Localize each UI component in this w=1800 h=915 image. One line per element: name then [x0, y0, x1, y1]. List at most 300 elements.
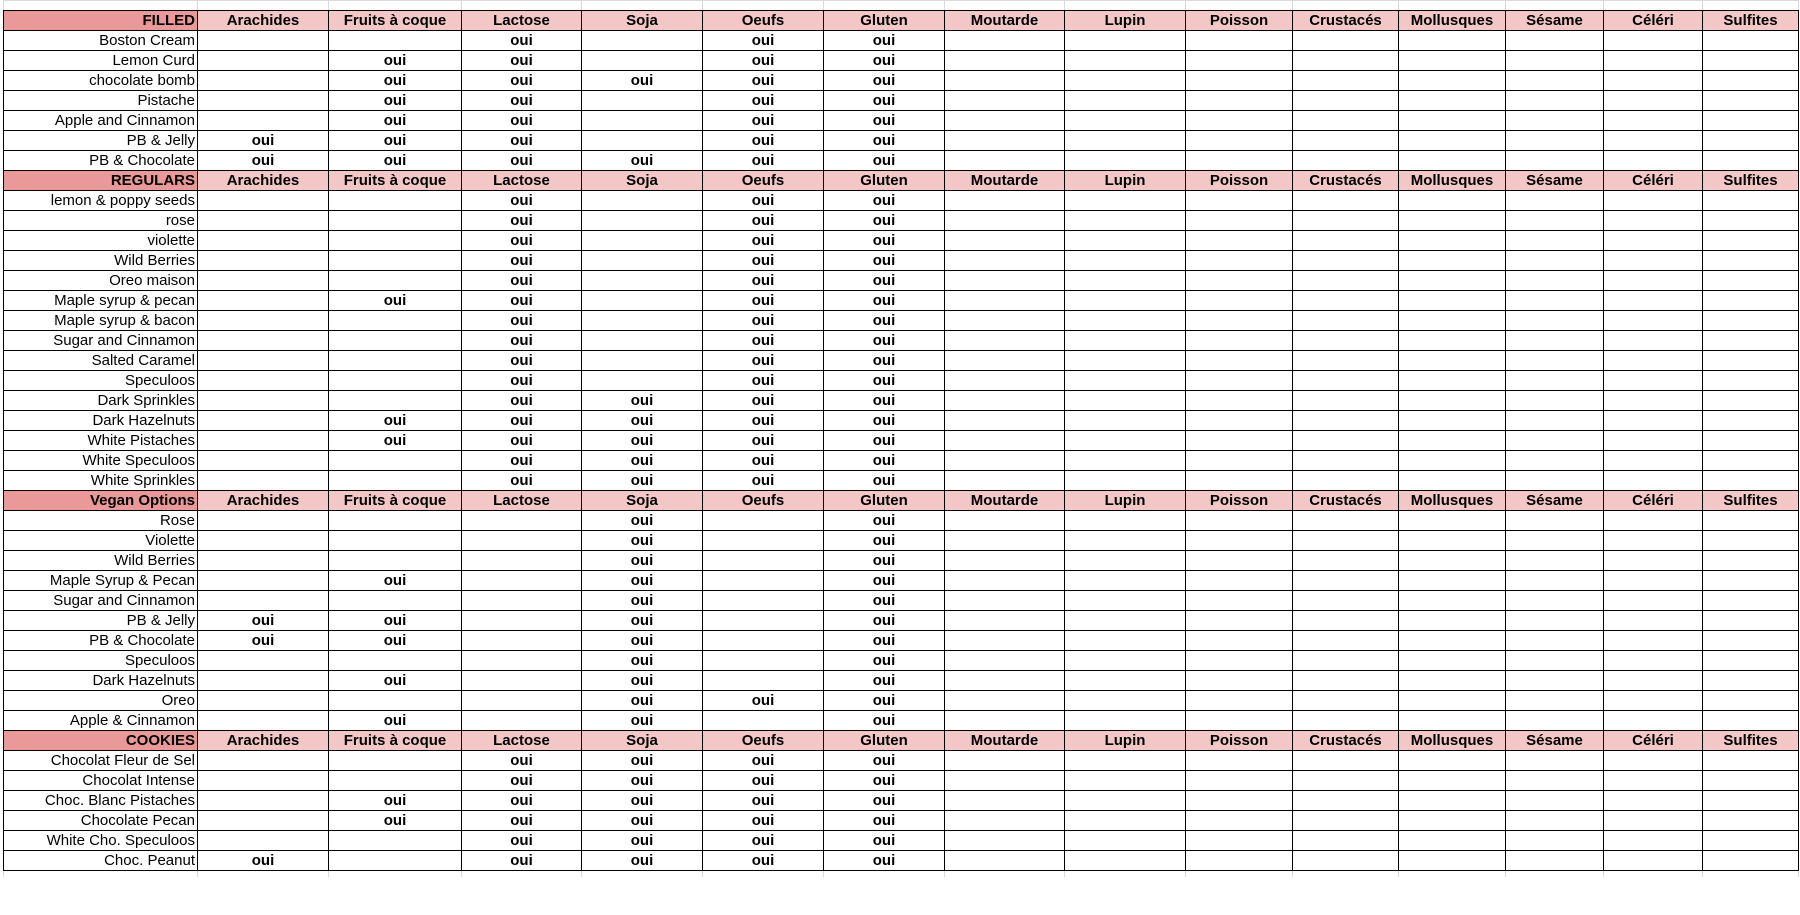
allergen-cell[interactable] — [1065, 51, 1186, 71]
allergen-cell[interactable] — [1604, 611, 1703, 631]
allergen-cell[interactable] — [1604, 591, 1703, 611]
allergen-cell[interactable] — [1604, 331, 1703, 351]
allergen-cell[interactable] — [1293, 331, 1399, 351]
product-name-cell[interactable]: White Sprinkles — [4, 471, 198, 491]
column-header[interactable]: Oeufs — [703, 171, 824, 191]
allergen-cell[interactable] — [329, 691, 462, 711]
allergen-cell[interactable] — [1604, 671, 1703, 691]
allergen-cell[interactable] — [1506, 811, 1604, 831]
allergen-cell[interactable]: oui — [703, 691, 824, 711]
allergen-cell[interactable]: oui — [703, 91, 824, 111]
allergen-cell[interactable] — [1703, 691, 1799, 711]
allergen-cell[interactable]: oui — [703, 311, 824, 331]
allergen-cell[interactable]: oui — [462, 811, 582, 831]
allergen-cell[interactable]: oui — [198, 611, 329, 631]
allergen-cell[interactable]: oui — [329, 631, 462, 651]
column-header[interactable]: Sulfites — [1703, 491, 1799, 511]
allergen-cell[interactable] — [1186, 71, 1293, 91]
allergen-cell[interactable] — [329, 311, 462, 331]
allergen-cell[interactable]: oui — [329, 51, 462, 71]
allergen-cell[interactable] — [1186, 191, 1293, 211]
column-header[interactable]: Mollusques — [1399, 171, 1506, 191]
allergen-cell[interactable] — [462, 691, 582, 711]
product-name-cell[interactable]: Dark Sprinkles — [4, 391, 198, 411]
column-header[interactable]: Fruits à coque — [329, 731, 462, 751]
allergen-cell[interactable] — [1604, 91, 1703, 111]
allergen-cell[interactable]: oui — [462, 311, 582, 331]
allergen-cell[interactable]: oui — [462, 351, 582, 371]
allergen-cell[interactable] — [945, 571, 1065, 591]
allergen-cell[interactable] — [1065, 451, 1186, 471]
allergen-cell[interactable]: oui — [703, 791, 824, 811]
allergen-cell[interactable] — [1399, 331, 1506, 351]
allergen-cell[interactable] — [1186, 611, 1293, 631]
allergen-cell[interactable] — [1399, 671, 1506, 691]
allergen-cell[interactable] — [1604, 631, 1703, 651]
allergen-cell[interactable] — [1703, 271, 1799, 291]
allergen-cell[interactable] — [1065, 251, 1186, 271]
allergen-cell[interactable] — [945, 331, 1065, 351]
allergen-cell[interactable] — [703, 531, 824, 551]
allergen-cell[interactable]: oui — [582, 411, 703, 431]
allergen-cell[interactable]: oui — [462, 111, 582, 131]
allergen-cell[interactable]: oui — [824, 691, 945, 711]
allergen-cell[interactable] — [703, 711, 824, 731]
column-header[interactable]: Lupin — [1065, 11, 1186, 31]
product-name-cell[interactable]: Maple Syrup & Pecan — [4, 571, 198, 591]
allergen-cell[interactable] — [703, 651, 824, 671]
allergen-cell[interactable]: oui — [824, 391, 945, 411]
allergen-cell[interactable] — [1293, 711, 1399, 731]
allergen-cell[interactable]: oui — [824, 791, 945, 811]
allergen-cell[interactable] — [1186, 351, 1293, 371]
allergen-cell[interactable] — [1703, 591, 1799, 611]
product-name-cell[interactable]: Pistache — [4, 91, 198, 111]
cell[interactable] — [703, 871, 824, 877]
allergen-cell[interactable]: oui — [703, 771, 824, 791]
allergen-cell[interactable] — [198, 591, 329, 611]
allergen-cell[interactable] — [945, 31, 1065, 51]
allergen-cell[interactable] — [1703, 631, 1799, 651]
allergen-cell[interactable] — [329, 751, 462, 771]
allergen-cell[interactable] — [329, 511, 462, 531]
allergen-cell[interactable] — [1604, 771, 1703, 791]
column-header[interactable]: Lactose — [462, 491, 582, 511]
allergen-cell[interactable] — [1604, 551, 1703, 571]
allergen-cell[interactable]: oui — [703, 111, 824, 131]
allergen-cell[interactable] — [1065, 851, 1186, 871]
allergen-cell[interactable] — [1506, 611, 1604, 631]
allergen-cell[interactable] — [1399, 391, 1506, 411]
column-header[interactable]: Mollusques — [1399, 731, 1506, 751]
allergen-cell[interactable] — [1703, 231, 1799, 251]
allergen-cell[interactable] — [1293, 791, 1399, 811]
allergen-cell[interactable] — [1186, 791, 1293, 811]
allergen-cell[interactable] — [198, 51, 329, 71]
allergen-cell[interactable]: oui — [824, 411, 945, 431]
allergen-cell[interactable] — [198, 811, 329, 831]
allergen-cell[interactable] — [1065, 431, 1186, 451]
allergen-cell[interactable] — [1399, 51, 1506, 71]
allergen-cell[interactable] — [1065, 611, 1186, 631]
allergen-cell[interactable]: oui — [582, 831, 703, 851]
allergen-cell[interactable] — [1604, 811, 1703, 831]
allergen-cell[interactable] — [1703, 251, 1799, 271]
allergen-cell[interactable] — [329, 651, 462, 671]
product-name-cell[interactable]: Oreo — [4, 691, 198, 711]
product-name-cell[interactable]: rose — [4, 211, 198, 231]
column-header[interactable]: Fruits à coque — [329, 491, 462, 511]
allergen-cell[interactable] — [1186, 411, 1293, 431]
allergen-cell[interactable] — [1065, 211, 1186, 231]
allergen-cell[interactable] — [1065, 631, 1186, 651]
column-header[interactable]: Crustacés — [1293, 171, 1399, 191]
allergen-cell[interactable] — [703, 611, 824, 631]
product-name-cell[interactable]: Chocolat Intense — [4, 771, 198, 791]
allergen-cell[interactable]: oui — [824, 851, 945, 871]
allergen-cell[interactable] — [1186, 651, 1293, 671]
allergen-cell[interactable]: oui — [824, 431, 945, 451]
allergen-cell[interactable] — [329, 211, 462, 231]
allergen-cell[interactable] — [1506, 751, 1604, 771]
column-header[interactable]: Lupin — [1065, 171, 1186, 191]
column-header[interactable]: Soja — [582, 491, 703, 511]
allergen-cell[interactable] — [1186, 571, 1293, 591]
allergen-cell[interactable] — [1293, 511, 1399, 531]
column-header[interactable]: Gluten — [824, 11, 945, 31]
allergen-cell[interactable] — [1506, 191, 1604, 211]
allergen-cell[interactable] — [1703, 851, 1799, 871]
allergen-cell[interactable] — [1399, 451, 1506, 471]
allergen-cell[interactable] — [1703, 791, 1799, 811]
cell[interactable] — [198, 871, 329, 877]
allergen-cell[interactable] — [329, 391, 462, 411]
column-header[interactable]: Sésame — [1506, 171, 1604, 191]
allergen-cell[interactable] — [945, 111, 1065, 131]
column-header[interactable]: Moutarde — [945, 171, 1065, 191]
allergen-cell[interactable]: oui — [329, 111, 462, 131]
allergen-cell[interactable] — [1399, 531, 1506, 551]
allergen-cell[interactable]: oui — [824, 831, 945, 851]
cell[interactable] — [1506, 1, 1604, 11]
allergen-cell[interactable]: oui — [824, 651, 945, 671]
allergen-cell[interactable]: oui — [462, 771, 582, 791]
allergen-cell[interactable]: oui — [703, 71, 824, 91]
allergen-cell[interactable] — [1604, 31, 1703, 51]
allergen-cell[interactable] — [1399, 591, 1506, 611]
cell[interactable] — [1703, 871, 1799, 877]
allergen-cell[interactable] — [1703, 91, 1799, 111]
allergen-cell[interactable] — [1506, 551, 1604, 571]
allergen-cell[interactable] — [1065, 331, 1186, 351]
allergen-cell[interactable] — [1399, 791, 1506, 811]
allergen-cell[interactable] — [1065, 291, 1186, 311]
column-header[interactable]: Lupin — [1065, 731, 1186, 751]
cell[interactable] — [1506, 871, 1604, 877]
product-name-cell[interactable]: White Speculoos — [4, 451, 198, 471]
allergen-cell[interactable] — [1703, 651, 1799, 671]
allergen-cell[interactable] — [945, 551, 1065, 571]
allergen-cell[interactable] — [1186, 691, 1293, 711]
allergen-cell[interactable]: oui — [824, 811, 945, 831]
allergen-cell[interactable] — [1703, 751, 1799, 771]
cell[interactable] — [1186, 1, 1293, 11]
allergen-cell[interactable] — [1703, 811, 1799, 831]
allergen-cell[interactable]: oui — [329, 71, 462, 91]
allergen-cell[interactable]: oui — [462, 231, 582, 251]
allergen-cell[interactable] — [1065, 131, 1186, 151]
allergen-cell[interactable]: oui — [462, 191, 582, 211]
product-name-cell[interactable]: Oreo maison — [4, 271, 198, 291]
allergen-cell[interactable]: oui — [582, 851, 703, 871]
allergen-cell[interactable]: oui — [462, 31, 582, 51]
column-header[interactable]: Sulfites — [1703, 731, 1799, 751]
allergen-cell[interactable] — [1065, 411, 1186, 431]
allergen-cell[interactable] — [198, 651, 329, 671]
allergen-cell[interactable] — [1293, 291, 1399, 311]
allergen-cell[interactable] — [1399, 431, 1506, 451]
allergen-cell[interactable] — [1399, 251, 1506, 271]
allergen-cell[interactable] — [1293, 231, 1399, 251]
allergen-cell[interactable] — [1293, 411, 1399, 431]
allergen-cell[interactable] — [582, 131, 703, 151]
product-name-cell[interactable]: Apple & Cinnamon — [4, 711, 198, 731]
column-header[interactable]: Gluten — [824, 491, 945, 511]
allergen-cell[interactable] — [1293, 31, 1399, 51]
column-header[interactable]: Céléri — [1604, 11, 1703, 31]
allergen-cell[interactable] — [1065, 551, 1186, 571]
allergen-cell[interactable] — [1186, 371, 1293, 391]
allergen-cell[interactable]: oui — [582, 791, 703, 811]
product-name-cell[interactable]: Chocolat Fleur de Sel — [4, 751, 198, 771]
allergen-cell[interactable] — [1703, 291, 1799, 311]
allergen-cell[interactable] — [945, 251, 1065, 271]
allergen-cell[interactable] — [1186, 51, 1293, 71]
allergen-cell[interactable] — [1293, 211, 1399, 231]
product-name-cell[interactable]: Dark Hazelnuts — [4, 411, 198, 431]
allergen-cell[interactable] — [1186, 531, 1293, 551]
allergen-cell[interactable]: oui — [329, 571, 462, 591]
allergen-cell[interactable]: oui — [824, 191, 945, 211]
allergen-cell[interactable]: oui — [582, 771, 703, 791]
allergen-cell[interactable] — [945, 811, 1065, 831]
allergen-cell[interactable] — [1604, 231, 1703, 251]
allergen-cell[interactable] — [1703, 131, 1799, 151]
allergen-cell[interactable] — [1293, 271, 1399, 291]
allergen-cell[interactable]: oui — [329, 811, 462, 831]
allergen-cell[interactable]: oui — [824, 771, 945, 791]
allergen-cell[interactable]: oui — [824, 351, 945, 371]
allergen-cell[interactable] — [1703, 391, 1799, 411]
allergen-cell[interactable] — [198, 691, 329, 711]
allergen-cell[interactable] — [198, 351, 329, 371]
allergen-cell[interactable]: oui — [703, 211, 824, 231]
allergen-cell[interactable]: oui — [198, 851, 329, 871]
allergen-cell[interactable]: oui — [462, 451, 582, 471]
allergen-cell[interactable]: oui — [462, 751, 582, 771]
allergen-cell[interactable] — [329, 771, 462, 791]
column-header[interactable]: Crustacés — [1293, 491, 1399, 511]
allergen-cell[interactable]: oui — [824, 231, 945, 251]
allergen-cell[interactable] — [198, 571, 329, 591]
allergen-cell[interactable] — [1065, 711, 1186, 731]
allergen-cell[interactable]: oui — [703, 411, 824, 431]
allergen-cell[interactable] — [1186, 151, 1293, 171]
allergen-cell[interactable] — [329, 251, 462, 271]
allergen-cell[interactable] — [1703, 431, 1799, 451]
allergen-cell[interactable] — [329, 831, 462, 851]
allergen-cell[interactable] — [1399, 151, 1506, 171]
column-header[interactable]: Céléri — [1604, 731, 1703, 751]
allergen-cell[interactable]: oui — [703, 291, 824, 311]
allergen-cell[interactable]: oui — [703, 151, 824, 171]
allergen-cell[interactable] — [1703, 31, 1799, 51]
allergen-cell[interactable] — [1604, 271, 1703, 291]
cell[interactable] — [4, 871, 198, 877]
allergen-cell[interactable]: oui — [824, 451, 945, 471]
allergen-cell[interactable] — [1399, 31, 1506, 51]
column-header[interactable]: Lupin — [1065, 491, 1186, 511]
allergen-cell[interactable] — [1506, 251, 1604, 271]
allergen-cell[interactable]: oui — [582, 431, 703, 451]
allergen-cell[interactable] — [1604, 691, 1703, 711]
product-name-cell[interactable]: Lemon Curd — [4, 51, 198, 71]
allergen-cell[interactable] — [1065, 371, 1186, 391]
section-title[interactable]: Vegan Options — [4, 491, 198, 511]
allergen-cell[interactable] — [1293, 851, 1399, 871]
allergen-cell[interactable]: oui — [824, 371, 945, 391]
allergen-cell[interactable] — [703, 551, 824, 571]
allergen-cell[interactable] — [329, 231, 462, 251]
allergen-cell[interactable]: oui — [824, 671, 945, 691]
allergen-cell[interactable]: oui — [462, 411, 582, 431]
allergen-cell[interactable]: oui — [582, 451, 703, 471]
allergen-cell[interactable]: oui — [824, 271, 945, 291]
allergen-cell[interactable] — [1506, 671, 1604, 691]
cell[interactable] — [329, 1, 462, 11]
cell[interactable] — [582, 871, 703, 877]
allergen-cell[interactable]: oui — [824, 31, 945, 51]
allergen-cell[interactable]: oui — [703, 331, 824, 351]
allergen-cell[interactable]: oui — [198, 631, 329, 651]
allergen-cell[interactable] — [462, 611, 582, 631]
column-header[interactable]: Moutarde — [945, 491, 1065, 511]
cell[interactable] — [1065, 1, 1186, 11]
allergen-cell[interactable]: oui — [329, 291, 462, 311]
column-header[interactable]: Oeufs — [703, 731, 824, 751]
section-title[interactable]: REGULARS — [4, 171, 198, 191]
allergen-cell[interactable] — [1506, 631, 1604, 651]
allergen-cell[interactable]: oui — [329, 431, 462, 451]
allergen-cell[interactable] — [198, 191, 329, 211]
allergen-cell[interactable] — [1399, 91, 1506, 111]
allergen-cell[interactable] — [198, 791, 329, 811]
allergen-cell[interactable] — [582, 271, 703, 291]
allergen-cell[interactable] — [1293, 431, 1399, 451]
allergen-cell[interactable] — [1703, 451, 1799, 471]
allergen-cell[interactable] — [1293, 691, 1399, 711]
allergen-cell[interactable] — [1604, 51, 1703, 71]
allergen-cell[interactable] — [1506, 391, 1604, 411]
allergen-cell[interactable] — [1506, 131, 1604, 151]
column-header[interactable]: Crustacés — [1293, 11, 1399, 31]
allergen-cell[interactable]: oui — [462, 471, 582, 491]
allergen-cell[interactable] — [198, 471, 329, 491]
allergen-cell[interactable]: oui — [462, 271, 582, 291]
allergen-cell[interactable] — [1506, 771, 1604, 791]
cell[interactable] — [824, 871, 945, 877]
allergen-cell[interactable] — [1186, 811, 1293, 831]
allergen-cell[interactable] — [1506, 451, 1604, 471]
allergen-cell[interactable] — [945, 711, 1065, 731]
cell[interactable] — [1293, 871, 1399, 877]
allergen-cell[interactable] — [1065, 571, 1186, 591]
allergen-cell[interactable] — [1506, 711, 1604, 731]
allergen-cell[interactable]: oui — [582, 671, 703, 691]
allergen-cell[interactable] — [1703, 771, 1799, 791]
allergen-cell[interactable]: oui — [462, 131, 582, 151]
allergen-cell[interactable] — [1399, 851, 1506, 871]
allergen-cell[interactable] — [329, 31, 462, 51]
allergen-cell[interactable] — [945, 851, 1065, 871]
allergen-cell[interactable] — [582, 291, 703, 311]
allergen-cell[interactable]: oui — [582, 811, 703, 831]
allergen-cell[interactable] — [1604, 371, 1703, 391]
allergen-cell[interactable] — [1506, 851, 1604, 871]
allergen-cell[interactable] — [1293, 591, 1399, 611]
allergen-cell[interactable] — [1065, 791, 1186, 811]
allergen-cell[interactable] — [582, 251, 703, 271]
column-header[interactable]: Céléri — [1604, 491, 1703, 511]
allergen-cell[interactable] — [329, 471, 462, 491]
allergen-cell[interactable] — [1293, 451, 1399, 471]
allergen-cell[interactable] — [1703, 331, 1799, 351]
allergen-cell[interactable] — [1293, 391, 1399, 411]
cell[interactable] — [1604, 1, 1703, 11]
allergen-cell[interactable] — [582, 211, 703, 231]
allergen-cell[interactable]: oui — [462, 251, 582, 271]
allergen-cell[interactable] — [1399, 231, 1506, 251]
allergen-cell[interactable]: oui — [703, 251, 824, 271]
allergen-cell[interactable] — [1506, 531, 1604, 551]
column-header[interactable]: Céléri — [1604, 171, 1703, 191]
allergen-cell[interactable] — [1399, 71, 1506, 91]
allergen-cell[interactable] — [198, 111, 329, 131]
allergen-cell[interactable] — [1604, 831, 1703, 851]
cell[interactable] — [824, 1, 945, 11]
product-name-cell[interactable]: Choc. Blanc Pistaches — [4, 791, 198, 811]
allergen-cell[interactable] — [1293, 311, 1399, 331]
allergen-cell[interactable]: oui — [462, 291, 582, 311]
column-header[interactable]: Sésame — [1506, 11, 1604, 31]
allergen-cell[interactable] — [1703, 671, 1799, 691]
allergen-cell[interactable] — [1506, 231, 1604, 251]
allergen-cell[interactable] — [582, 331, 703, 351]
allergen-cell[interactable] — [198, 671, 329, 691]
allergen-cell[interactable] — [1065, 191, 1186, 211]
allergen-cell[interactable]: oui — [462, 791, 582, 811]
allergen-cell[interactable] — [945, 831, 1065, 851]
allergen-cell[interactable] — [462, 591, 582, 611]
column-header[interactable]: Crustacés — [1293, 731, 1399, 751]
allergen-cell[interactable] — [1065, 751, 1186, 771]
allergen-cell[interactable] — [198, 371, 329, 391]
allergen-cell[interactable] — [1703, 571, 1799, 591]
allergen-cell[interactable] — [1399, 551, 1506, 571]
allergen-cell[interactable] — [1506, 511, 1604, 531]
allergen-cell[interactable] — [1186, 511, 1293, 531]
allergen-cell[interactable]: oui — [582, 551, 703, 571]
